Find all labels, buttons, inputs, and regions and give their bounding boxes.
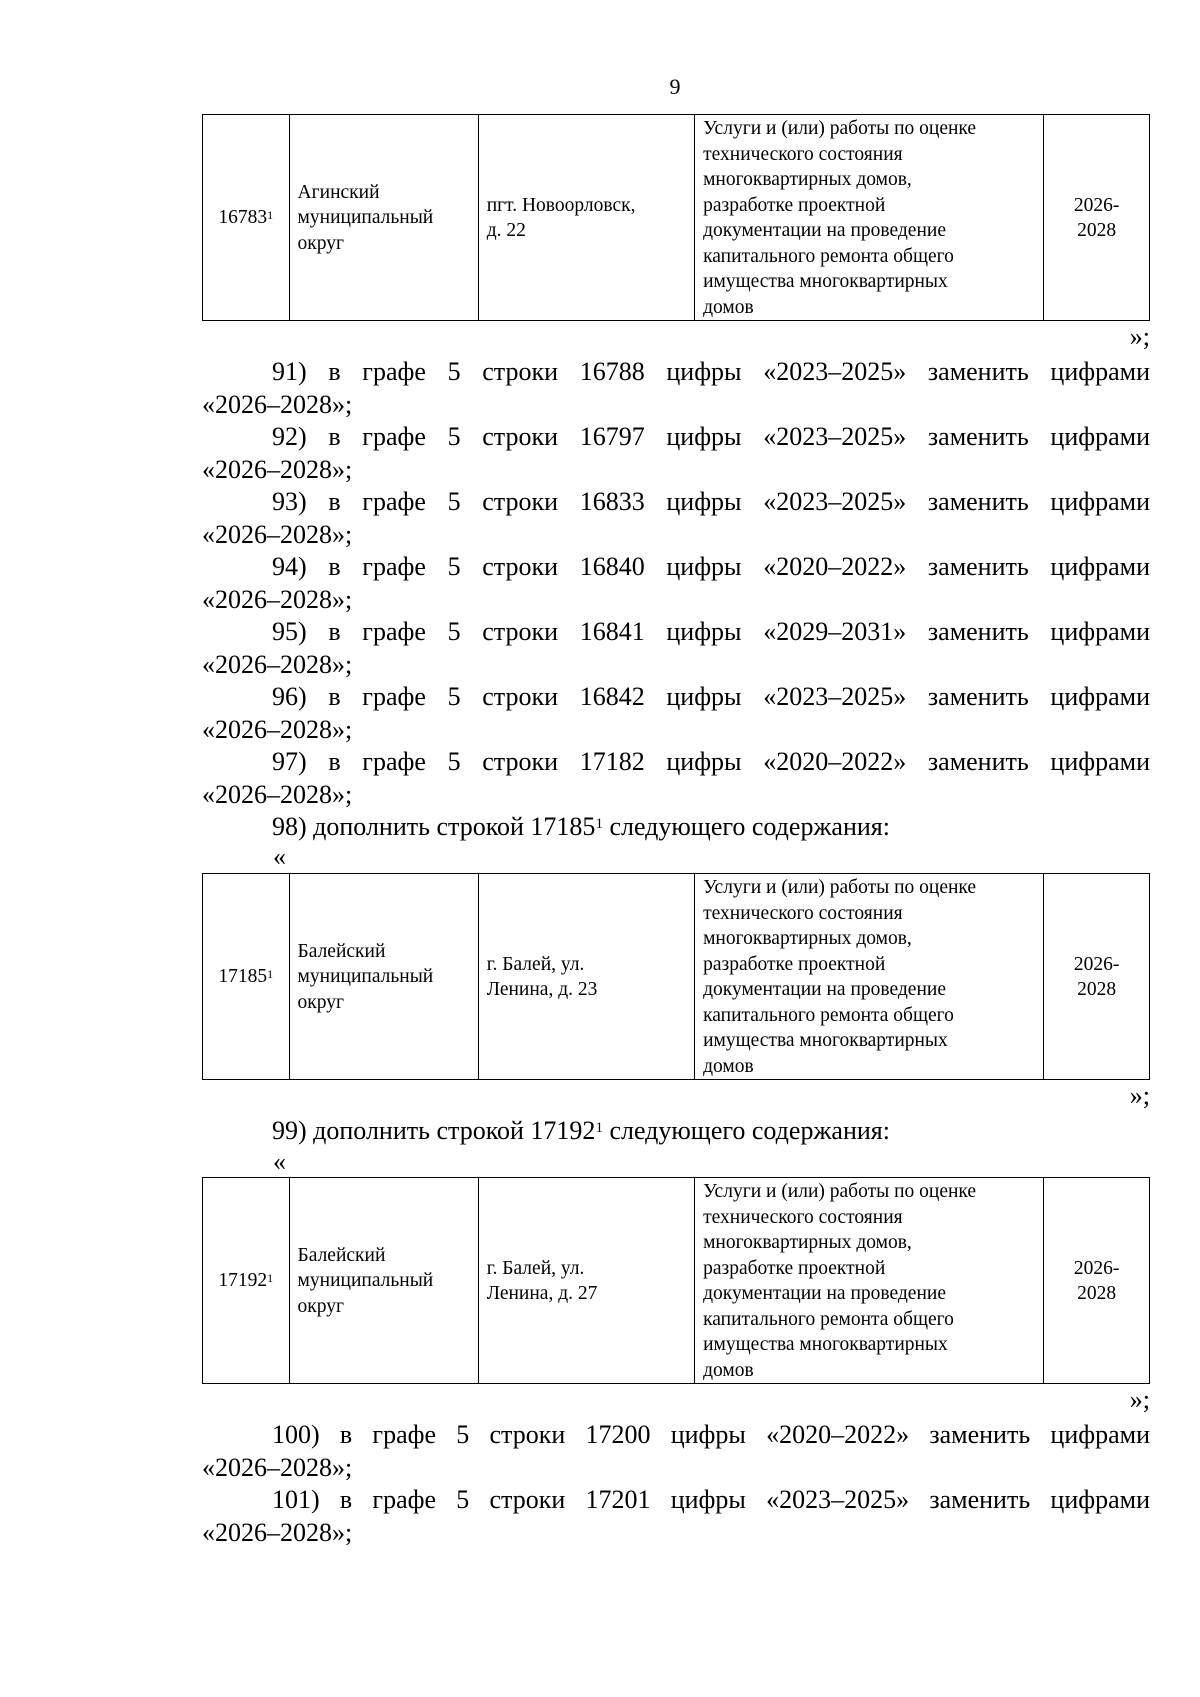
paragraph-100: 100) в графе 5 строки 17200 цифры «2020–2022» заменить цифрами «2026–2028»; (202, 1420, 1150, 1482)
paragraph-97: 97) в графе 5 строки 17182 цифры «2020–2022» заменить цифрами «2026–2028»; (202, 747, 1150, 809)
paragraph-95: 95) в графе 5 строки 16841 цифры «2029–2031» заменить цифрами «2026–2028»; (202, 617, 1150, 679)
row-number-cell: 16783$^1$ (203, 115, 290, 321)
district-cell: Агинский муниципальный округ (289, 115, 478, 321)
row-number-cell: 17192$^1$ (203, 1178, 290, 1384)
table-row-16783 (202, 114, 1150, 321)
description-cell: Услуги и (или) работы по оценке технического состояния многоквартирных домов, разработке проектной документации на проведение капитального ремонта общего имущества многоквартирных домов (695, 115, 1044, 321)
paragraph-91: 91) в графе 5 строки 16788 цифры «2023–2025» заменить цифрами «2026–2028»; (202, 357, 1150, 419)
address-cell: пгт. Новоорловск, д. 22 (478, 115, 694, 321)
open-quote: « (273, 842, 286, 871)
paragraph-98: 98) дополнить строкой 17185$^1$ следующего содержания: (272, 812, 890, 841)
address-cell: г. Балей, ул. Ленина, д. 27 (478, 1178, 694, 1384)
district-cell: Балейский муниципальный округ (289, 874, 478, 1080)
years-cell: 2026- 2028 (1044, 874, 1150, 1080)
row-table (202, 114, 1150, 321)
district-cell: Балейский муниципальный округ (289, 1178, 478, 1384)
row-table (202, 1177, 1150, 1384)
table-row (203, 874, 1150, 1080)
table-row-17185 (202, 873, 1150, 1080)
row-number-cell: 17185$^1$ (203, 874, 290, 1080)
paragraph-92: 92) в графе 5 строки 16797 цифры «2023–2025» заменить цифрами «2026–2028»; (202, 422, 1150, 484)
table-row-17192 (202, 1177, 1150, 1384)
description-cell: Услуги и (или) работы по оценке технического состояния многоквартирных домов, разработке проектной документации на проведение капитального ремонта общего имущества многоквартирных домов (695, 874, 1044, 1080)
paragraph-94: 94) в графе 5 строки 16840 цифры «2020–2022» заменить цифрами «2026–2028»; (202, 552, 1150, 614)
page-number: 9 (669, 74, 681, 99)
close-quote: »; (1129, 1385, 1150, 1414)
table-row (203, 115, 1150, 321)
description-cell: Услуги и (или) работы по оценке технического состояния многоквартирных домов, разработке проектной документации на проведение капитального ремонта общего имущества многоквартирных домов (695, 1178, 1044, 1384)
row-table (202, 873, 1150, 1080)
years-cell: 2026- 2028 (1044, 1178, 1150, 1384)
years-cell: 2026- 2028 (1044, 115, 1150, 321)
open-quote: « (273, 1147, 286, 1176)
paragraph-99: 99) дополнить строкой 17192$^1$ следующего содержания: (272, 1116, 890, 1145)
paragraph-96: 96) в графе 5 строки 16842 цифры «2023–2025» заменить цифрами «2026–2028»; (202, 682, 1150, 744)
close-quote: »; (1129, 1081, 1150, 1110)
table-row (203, 1178, 1150, 1384)
close-quote: »; (1129, 322, 1150, 351)
address-cell: г. Балей, ул. Ленина, д. 23 (478, 874, 694, 1080)
paragraph-101: 101) в графе 5 строки 17201 цифры «2023–2025» заменить цифрами «2026–2028»; (202, 1485, 1150, 1547)
paragraph-93: 93) в графе 5 строки 16833 цифры «2023–2025» заменить цифрами «2026–2028»; (202, 487, 1150, 549)
